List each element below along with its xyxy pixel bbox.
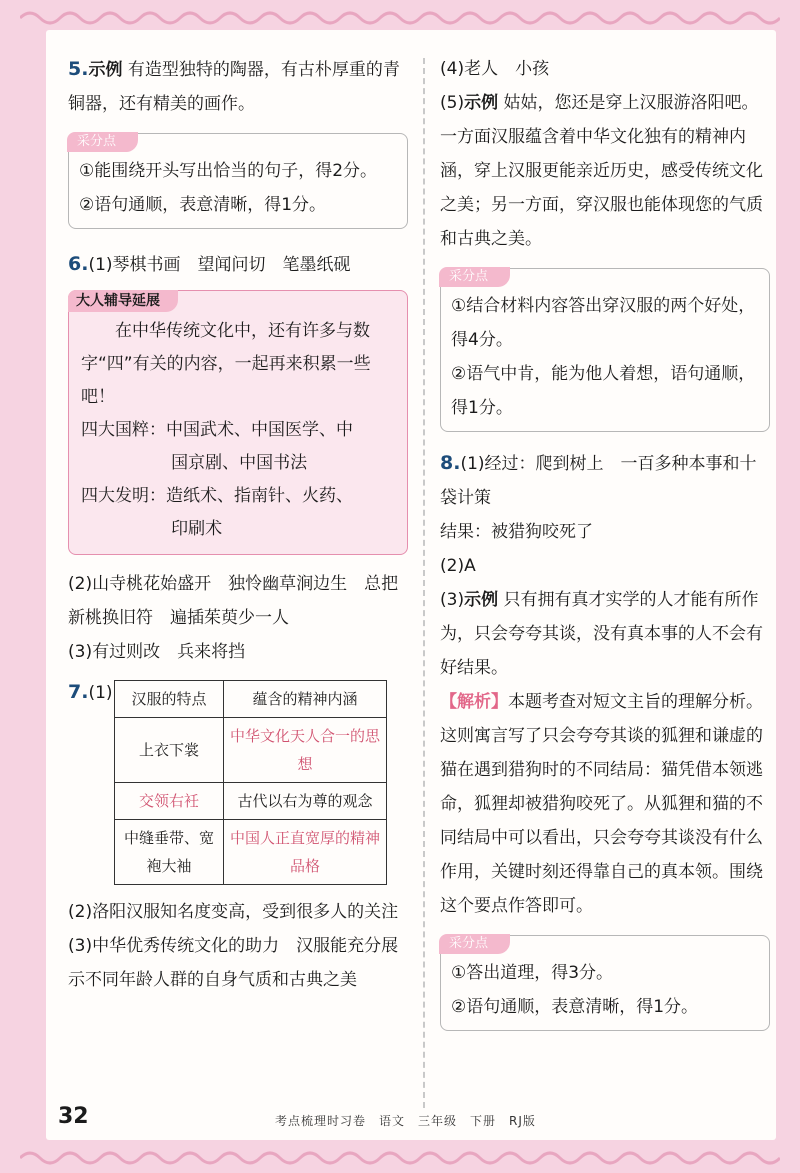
q7-a1-prefix: (1): [88, 683, 113, 703]
table-row: [115, 820, 387, 885]
right-column: [440, 52, 770, 1041]
q8-answer-1: [440, 446, 770, 515]
table-cell: 中国人正直宽厚的精神品格: [224, 820, 387, 885]
table-header: 蕴含的精神内涵: [224, 681, 387, 718]
extension-box: [68, 290, 408, 555]
q5-scoring-item: ②语句通顺，表意清晰，得1分。: [79, 195, 327, 215]
q7-a5: [440, 86, 770, 256]
table-cell: 中缝垂带、宽袍大袖: [115, 820, 224, 885]
table-row: [115, 783, 387, 820]
table-header: 汉服的特点: [115, 681, 224, 718]
page-number: 32: [58, 1104, 89, 1129]
q8-scoring-item: ①答出道理，得3分。: [451, 963, 614, 983]
q7-a5-text: 姑姑，您还是穿上汉服游洛阳吧。一方面汉服蕴含着中华文化独有的精神内涵，穿上汉服更能亲近历史，感受传统文化之美；另一方面，穿汉服也能体现您的气质和古典之美。: [440, 93, 763, 249]
q7-a2: (2)洛阳汉服知名度变高，受到很多人的关注: [68, 902, 399, 922]
q7-scoring-tag: 采分点: [439, 267, 510, 287]
q5-scoring-box: [68, 133, 408, 229]
q5-answer: [68, 52, 408, 121]
q8-a1: (1)经过：爬到树上 一百多种本事和十袋计策: [440, 454, 757, 508]
q8-scoring-box: [440, 935, 770, 1031]
extension-line: 四大国粹：中国武术、中国医学、中: [81, 420, 353, 440]
q7-scoring-item: ①结合材料内容答出穿汉服的两个好处，得4分。: [451, 296, 756, 350]
q6-a3: (3)有过则改 兵来将挡: [68, 642, 246, 662]
q7-a5-example-label: 示例: [464, 93, 499, 113]
q6-number: 6.: [68, 253, 89, 275]
q8-a3: [440, 583, 770, 685]
table-cell: 交领右衽: [115, 783, 224, 820]
q7-a5-prefix: (5): [440, 93, 465, 113]
q5-number: 5.: [68, 58, 89, 80]
left-column: [68, 52, 408, 997]
q5-example-label: 示例: [88, 60, 123, 80]
q6-answer-1: [68, 247, 408, 282]
q6-a2: (2)山寺桃花始盛开 独怜幽草涧边生 总把新桃换旧符 遍插茱萸少一人: [68, 574, 399, 628]
q8-number: 8.: [440, 452, 461, 474]
analysis-text: 本题考查对短文主旨的理解分析。这则寓言写了只会夸夸其谈的狐狸和谦虚的猫在遇到猎狗时的不同结局：猫凭借本领逃命，狐狸却被猎狗咬死了。从狐狸和猫的不同结局中可以看出，只会夸夸其谈没有什么作用，关键时刻还得靠自己的真本领。围绕这个要点作答即可。: [440, 692, 763, 916]
q6-a1: (1)琴棋书画 望闻问切 笔墨纸砚: [88, 255, 351, 275]
q8-a2: (2)A: [440, 556, 476, 576]
extension-tag: 大人辅导延展: [68, 290, 178, 312]
q5-scoring-tag: 采分点: [67, 132, 138, 152]
q8-analysis: [440, 685, 770, 923]
q8-scoring-tag: 采分点: [439, 934, 510, 954]
table-cell: 中华文化天人合一的思想: [224, 718, 387, 783]
q5-scoring-item: ①能围绕开头写出恰当的句子，得2分。: [79, 161, 378, 181]
q5-text: 有造型独特的陶器，有古朴厚重的青铜器，还有精美的画作。: [68, 60, 400, 114]
table-cell: 上衣下裳: [115, 718, 224, 783]
q7-a4: (4)老人 小孩: [440, 59, 550, 79]
analysis-label: 【解析】: [440, 692, 508, 712]
column-divider: [423, 58, 425, 1108]
q8-a3-example-label: 示例: [464, 590, 499, 610]
q7-scoring-box: [440, 268, 770, 432]
q7-number: 7.: [68, 681, 89, 703]
q8-a1b: 结果：被猎狗咬死了: [440, 522, 593, 542]
extension-intro: 在中华传统文化中，还有许多与数字“四”有关的内容，一起再来积累一些吧！: [81, 321, 371, 407]
extension-line: 四大发明：造纸术、指南针、火药、: [81, 486, 353, 506]
q8-scoring-item: ②语句通顺，表意清晰，得1分。: [451, 997, 699, 1017]
table-row: [115, 718, 387, 783]
footer-text: 考点梳理时习卷 语文 三年级 下册 RJ版: [275, 1114, 536, 1128]
decorative-wave-top: [20, 6, 780, 28]
extension-line: 国京剧、中国书法: [171, 453, 308, 473]
decorative-wave-bottom: [20, 1148, 780, 1170]
extension-line: 印刷术: [171, 519, 223, 539]
q7-scoring-item: ②语气中肯，能为他人着想，语句通顺，得1分。: [451, 364, 756, 418]
table-cell: 古代以右为尊的观念: [224, 783, 387, 820]
q8-a3-prefix: (3): [440, 590, 465, 610]
hanfu-table: [114, 680, 387, 885]
q7-a3: (3)中华优秀传统文化的助力 汉服能充分展示不同年龄人群的自身气质和古典之美: [68, 936, 399, 990]
q8-a3-text: 只有拥有真才实学的人才能有所作为，只会夸夸其谈，没有真本事的人不会有好结果。: [440, 590, 763, 678]
